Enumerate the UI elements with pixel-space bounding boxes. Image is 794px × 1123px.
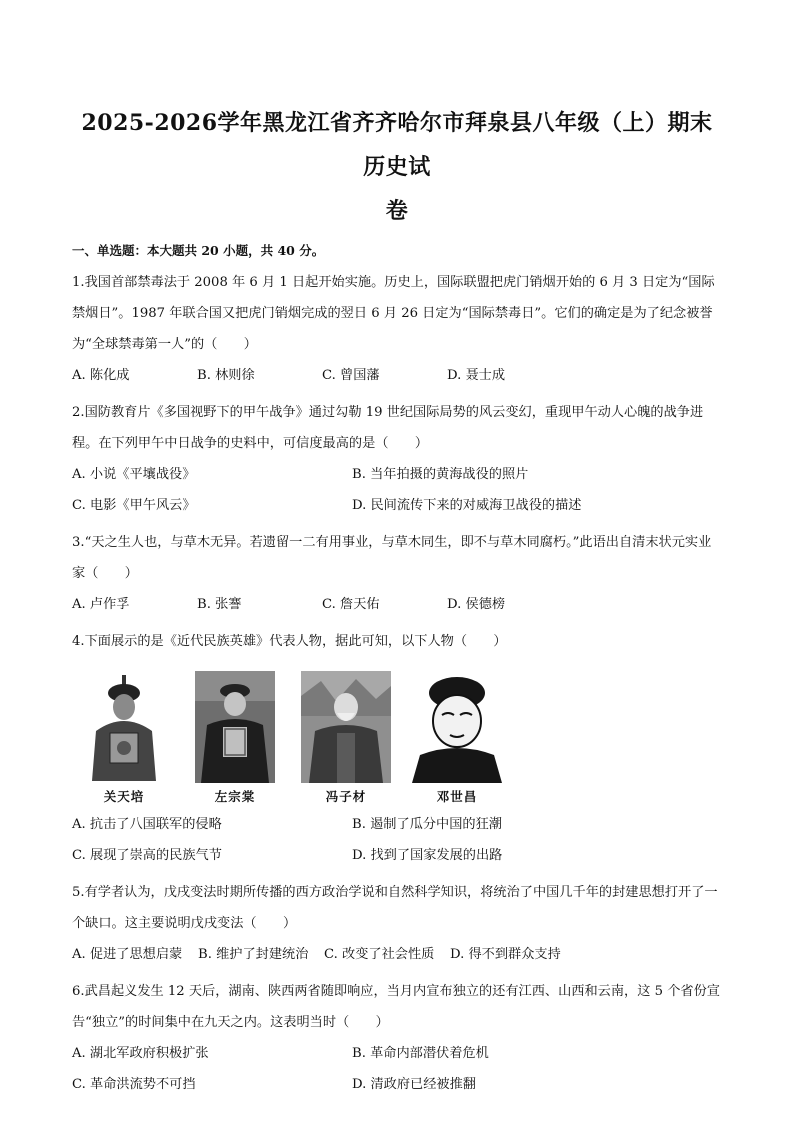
question-6-option-b[interactable]: B. 革命内部潜伏着危机 — [352, 1046, 489, 1061]
question-2-options — [72, 459, 722, 521]
question-3-stem: 3.“天之生人也，与草木无异。若遗留一二有用事业，与草木同生，即不与草木同腐朽。”此语出自清末状元实业家（ ） — [72, 535, 712, 581]
zuo-zongtang-image — [195, 671, 275, 783]
question-5-option-a[interactable]: A. 促进了思想启蒙 — [72, 947, 183, 962]
question-1-option-d[interactable]: D. 聂士成 — [447, 368, 506, 383]
question-2-option-c[interactable]: C. 电影《甲午风云》 — [72, 498, 196, 513]
question-3-options — [72, 589, 722, 620]
question-3-option-d[interactable]: D. 侯德榜 — [447, 597, 506, 612]
question-4-stem: 4.下面展示的是《近代民族英雄》代表人物，据此可知，以下人物（ ） — [72, 634, 507, 649]
exam-title-line1: 2025-2026学年黑龙江省齐齐哈尔市拜泉县八年级（上）期末历史试 — [81, 110, 713, 180]
portrait-name-4: 邓世昌 — [436, 789, 478, 804]
question-4-option-c[interactable]: C. 展现了崇高的民族气节 — [72, 848, 222, 863]
question-6-option-d[interactable]: D. 清政府已经被推翻 — [352, 1077, 476, 1092]
exam-title — [72, 0, 722, 233]
question-2-option-a[interactable]: A. 小说《平壤战役》 — [72, 467, 196, 482]
question-4-option-a[interactable]: A. 抗击了八国联军的侵略 — [72, 817, 222, 832]
hero-portraits — [74, 667, 722, 805]
question-3-option-b[interactable]: B. 张謇 — [197, 597, 242, 612]
question-6-options — [72, 1038, 722, 1100]
question-1-option-c[interactable]: C. 曾国藩 — [322, 368, 380, 383]
question-2-option-d[interactable]: D. 民间流传下来的对威海卫战役的描述 — [352, 498, 582, 513]
question-4-option-b[interactable]: B. 遏制了瓜分中国的狂潮 — [352, 817, 502, 832]
question-6-stem: 6.武昌起义发生 12 天后，湖南、陕西两省随即响应，当月内宣布独立的还有江西、山西和云南，这 5 个省份宣告“独立”的时间集中在九天之内。这表明当时（ ） — [72, 984, 720, 1030]
guan-tianpei-image — [84, 671, 164, 783]
portrait-name-2: 左宗棠 — [214, 789, 256, 804]
exam-title-line2: 卷 — [385, 198, 409, 224]
question-6-option-c[interactable]: C. 革命洪流势不可挡 — [72, 1077, 196, 1092]
feng-zicai-image — [301, 671, 391, 783]
question-4-options — [72, 809, 722, 871]
question-4-option-d[interactable]: D. 找到了国家发展的出路 — [352, 848, 503, 863]
question-5-option-b[interactable]: B. 维护了封建统治 — [198, 947, 309, 962]
question-2-stem: 2.国防教育片《多国视野下的甲午战争》通过勾勒 19 世纪国际局势的风云变幻，重现甲午动人心魄的战争进程。在下列甲午中日战争的史料中，可信度最高的是（ ） — [72, 405, 704, 451]
portrait-zuo-zongtang — [185, 671, 285, 805]
portrait-name-3: 冯子材 — [325, 789, 367, 804]
question-3-option-c[interactable]: C. 詹天佑 — [322, 597, 380, 612]
portrait-name-1: 关天培 — [103, 789, 145, 804]
question-5-options — [72, 939, 722, 970]
question-5-stem: 5.有学者认为，戊戌变法时期所传播的西方政治学说和自然科学知识，将统治了中国几千年的封建思想打开了一个缺口。这主要说明戊戌变法（ ） — [72, 885, 718, 931]
question-1-option-a[interactable]: A. 陈化成 — [72, 368, 130, 383]
portrait-guan-tianpei — [74, 671, 174, 805]
question-5-option-d[interactable]: D. 得不到群众支持 — [450, 947, 561, 962]
section-heading: 一、单选题：本大题共 20 小题，共 40 分。 — [72, 243, 325, 258]
question-1-stem: 1.我国首部禁毒法于 2008 年 6 月 1 日起开始实施。历史上，国际联盟把虎门销烟开始的 6 月 3 日定为“国际禁烟日”。1987 年联合国又把虎门销烟完成的翌日 6 月 26 日定为“国际禁毒日”。它们的确定是为了纪念被誉为“全球禁毒第一人”的（ ） — [72, 275, 715, 352]
question-1-option-b[interactable]: B. 林则徐 — [197, 368, 255, 383]
portrait-feng-zicai — [296, 671, 396, 805]
question-3-option-a[interactable]: A. 卢作孚 — [72, 597, 130, 612]
deng-shichang-image — [412, 671, 502, 783]
question-1-options — [72, 360, 722, 391]
question-6-option-a[interactable]: A. 湖北军政府积极扩张 — [72, 1046, 209, 1061]
question-2-option-b[interactable]: B. 当年拍摄的黄海战役的照片 — [352, 467, 529, 482]
portrait-deng-shichang — [407, 671, 507, 805]
question-5-option-c[interactable]: C. 改变了社会性质 — [324, 947, 435, 962]
